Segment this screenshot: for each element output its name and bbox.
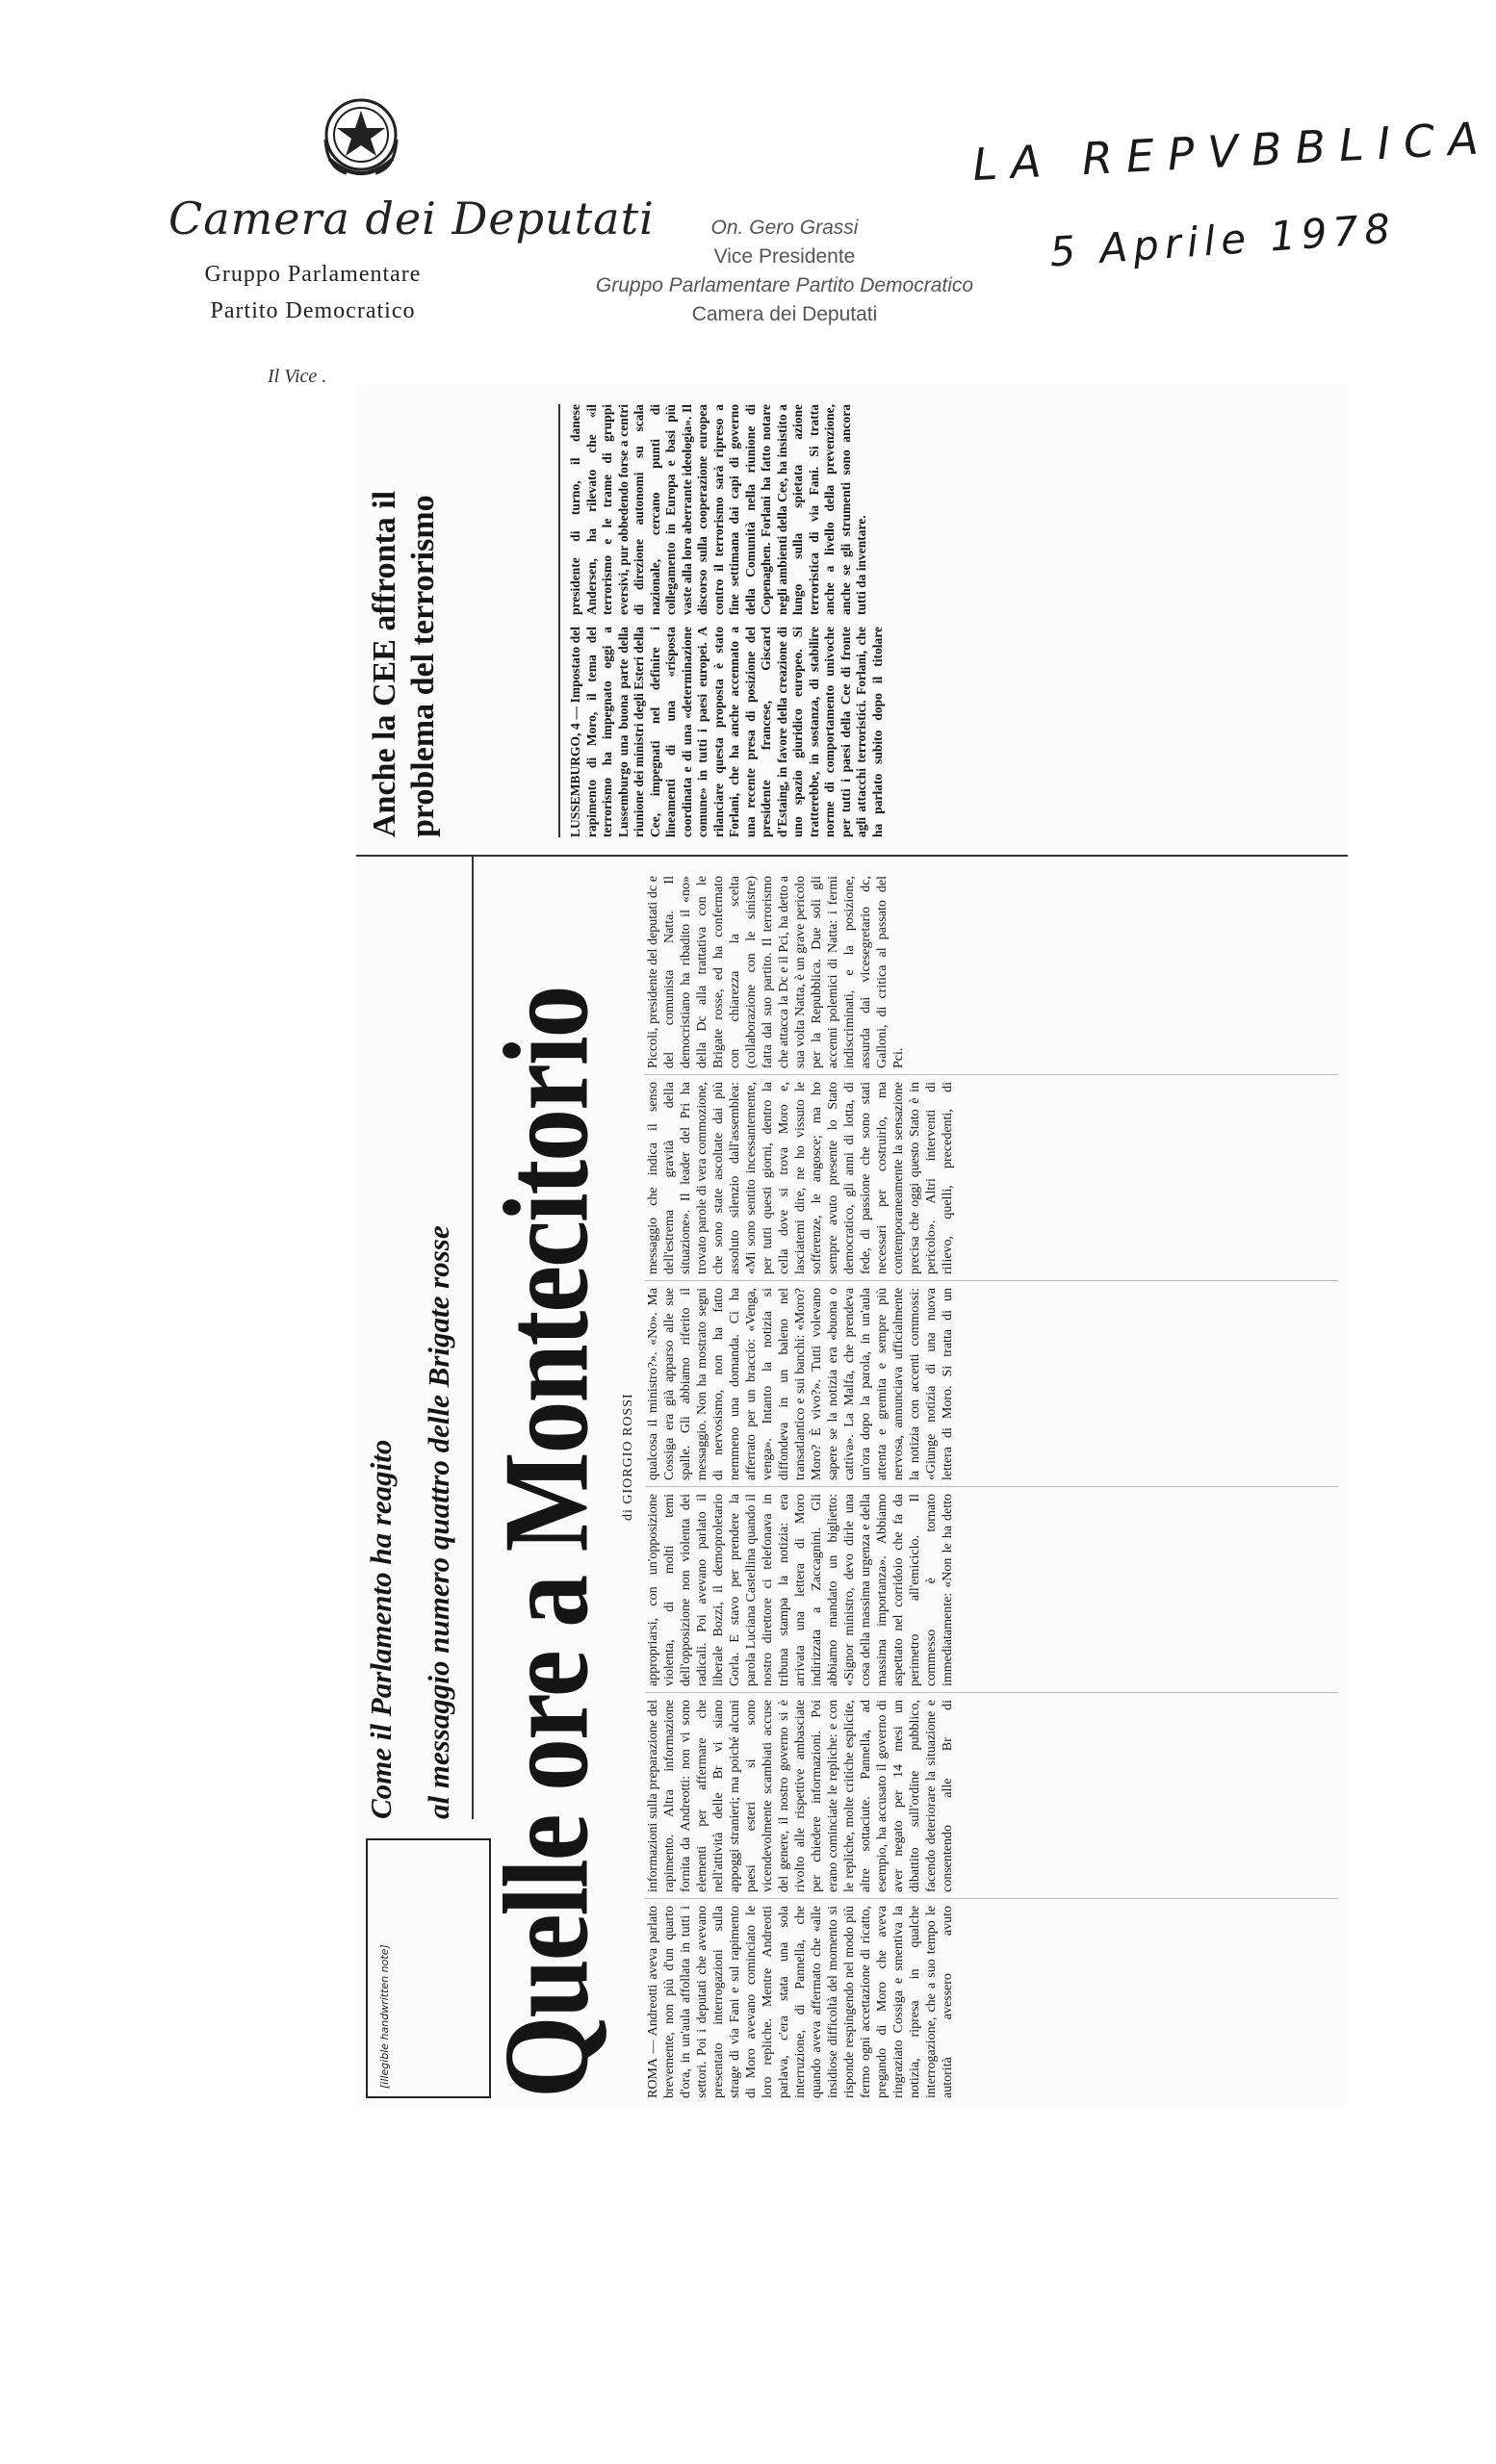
sender-chamber: Camera dei Deputati <box>691 303 878 325</box>
handwritten-note-box: [illegible handwritten note] <box>366 1838 491 2098</box>
group-line-1: Gruppo Parlamentare <box>204 262 422 287</box>
vice-label: Il Vice . <box>268 366 327 387</box>
clipping-content <box>356 385 1348 2108</box>
italian-republic-emblem-icon <box>318 91 404 183</box>
headline: Quelle ore a Montecitorio <box>477 987 614 2098</box>
group-line-2: Partito Democratico <box>210 298 416 323</box>
sender-group: Gruppo Parlamentare Partito Democratico <box>595 274 974 296</box>
side-article-rule <box>558 404 560 837</box>
side-article-title: Anche la CEE affronta il problema del terrorismo <box>367 490 441 837</box>
column-divider <box>356 855 1348 857</box>
kicker-line-2: al messaggio numero quattro delle Brigate rosse <box>422 1225 455 1819</box>
sender-role: Vice Presidente <box>713 245 856 268</box>
side-article-body: LUSSEMBURGO, 4 — Impostato del rapimento di Moro, il tema del terrorismo ha impegnato oggi a Lussemburgo una buona parte della riunione dei ministri degli Esteri della Cee, impegnati nel definire i lineamenti di una «risposta coordinata e di una «determinazione comune» in tutti i paesi europei. A rilanciare questa proposta è stato Forlani, che ha anche accennato a una recente presa di posizione del presidente francese, Giscard d'Estaing, in favore della creazione di uno spazio giuridico europeo. Si tratterebbe, in sostanza, di stabilire norme di comportamento univoche per tutti i paesi della Cee di fronte agli attacchi terroristici. Forlani, che ha parlato subito dopo il titolare presidente di turno, il danese Andersen, ha rilevato che «il terrorismo e le trame di gruppi eversivi, pur obbedendo forse a centri di direzione autonomi su scala nazionale, cercano punti di collegamento in Europa e basi più vaste alla loro aberrante ideologia». Il discorso sulla cooperazione europea contro il terrorismo sarà ripreso a fine settimana dai capi di governo della Comunità nella riunione di Copenaghen. Forlani ha fatto notare negli ambienti della Cee, ha insistito a lungo sulla spietata azione terroristica di via Fani. Si tratta anche a livello della prevenzione, anche se gli strumenti sono ancora tutti da inventare. <box>568 404 885 837</box>
sender-block <box>568 214 1001 329</box>
institution-title: Camera dei Deputati <box>168 192 655 244</box>
newspaper-clipping <box>356 385 1348 2108</box>
byline: di GIORGIO ROSSI <box>621 1393 635 1521</box>
handwritten-newspaper-name: LA REPVBBLICA <box>970 111 1493 192</box>
article-body: ROMA — Andreotti aveva parlato brevemente, non più d'un quarto d'ora, in un'aula affollata in tutti i settori. Poi i deputati che avevano presentato interrogazioni sulla strage di via Fani e sul rapimento di Moro avevano cominciato le loro repliche. Mentre Andreotti parlava, c'era stata una sola interruzione, di Pannella, che quando aveva affermato che «alle insidiose difficoltà del momento si risponde respingendo nel modo più fermo ogni accettazione di ricatto, pregando di Moro che aveva ringraziato Cossiga e smentiva la notizia, ripresa in qualche interrogazione, che a suo tempo le autorità avessero avuto informazioni sulla preparazione del rapimento. Altra informazione fornita da Andreotti: non vi sono elementi per affermare che nell'attività delle Br vi siano appoggi stranieri; ma poiché alcuni paesi esteri si sono vicendevolmente scambiati accuse del genere, il nostro governo si è rivolto alle rispettive ambasciate per chiedere informazioni. Poi erano cominciate le repliche: e con le repliche, molte critiche esplicite, altre sottaciute. Pannella, ad esempio, ha accusato il governo di aver negato per 14 mesi un dibattito sull'ordine pubblico, facendo deteriorare la situazione e consentendo alle Br di appropriarsi, con un'opposizione violenta, di molti temi dell'opposizione non violenta dei radicali. Poi avevano parlato il liberale Bozzi, il demoproletario Gorla. E stavo per prendere la parola Luciana Castellina quando il nostro direttore ci telefonava in tribuna stampa la notizia: era arrivata una lettera di Moro indirizzata a Zaccagnini. Gli abbiamo mandato un biglietto: «Signor ministro, devo dirle una cosa della massima urgenza e della massima importanza». Abbiamo aspettato nel corridoio che fa da perimetro all'emiciclo. Il commesso è tornato immediatamente: «Non le ha detto qualcosa il ministro?». «No». Ma Cossiga era già apparso alle sue spalle. Gli abbiamo riferito il messaggio. Non ha mostrato segni di nervosismo, non ha fatto nemmeno una domanda. Ci ha afferrato per un braccio: «Venga, venga». Intanto la notizia si diffondeva in un baleno nel transatlantico e sui banchi: «Moro? Moro? È vivo?». Tutti volevano sapere se la notizia era «buona o cattiva». La Malfa, che prendeva un'ora dopo la parola, in un'aula attenta e gremita e sempre più nervosa, annunciava ufficialmente la notizia con accenti commossi: «Giunge notizia di una nuova lettera di Moro. Si tratta di un messaggio che indica il senso dell'estrema gravità della situazione». Il leader del Pri ha trovato parole di vera commozione, che sono state ascoltate dai più assoluto silenzio dall'assemblea: «Mi sono sentito incessantemente, per tutti questi giorni, dentro la cella dove si trova Moro e, lasciatemi dire, ne ho vissuto le sofferenze, le angosce; ma ho sempre avuto presente lo Stato democratico, gli anni di lotta, di fede, di passione che sono stati necessari per costruirlo, ma contemporaneamente la sensazione precisa che oggi questo Stato è in pericolo». Altri interventi di rilievo, quelli, precedenti, di Piccoli, presidente del deputati dc e del comunista Natta. Il democristiano ha ribadito il «no» della Dc alla trattativa con le Brigate rosse, ed ha confermato con chiarezza la scelta (collaborazione con le sinistre) fatta dal suo partito. Il terrorismo che attacca la Dc e il Pci, ha detto a sua volta Natta, è un grave pericolo per la Repubblica. Due soli gli accenni polemici di Natta: i fermi indiscriminati, e la posizione, assurda dai vicesegretario dc, Galloni, di critica al passato del Pci. <box>646 876 955 2098</box>
kicker-line-1: Come il Parlamento ha reagito <box>364 1439 398 1819</box>
kicker-rule <box>472 857 474 1819</box>
handwritten-date: 5 Aprile 1978 <box>1047 204 1398 276</box>
sender-name: On. Gero Grassi <box>710 217 859 239</box>
